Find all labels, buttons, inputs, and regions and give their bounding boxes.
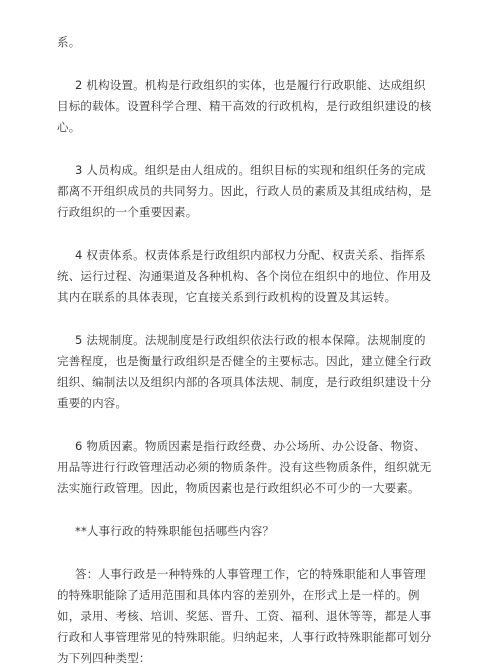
paragraph-regulations: 5 法规制度。法规制度是行政组织依法行政的根本保障。法规制度的完善程度，也是衡量行政组织是否健全的主要标志。因此，建立健全行政组织、编制法以及组织内部的各项具体法规、制度，是行政组织建设十分重要的内容。 xyxy=(57,333,432,410)
paragraph-gap xyxy=(57,414,436,436)
paragraph-gap xyxy=(57,223,436,245)
answer-paragraph: 答：人事行政是一种特殊的人事管理工作，它的特殊职能和人事管理的特殊职能除了适用范围和具体内容的差别外，在形式上是一样的。例如，录用、考核、培训、奖惩、晋升、工资、福利、退休等等，都是人事行政和人事管理常见的特殊职能。归纳起来，人事行政特殊职能都可划分为下列四种类型： xyxy=(57,567,432,665)
paragraph-gap xyxy=(57,138,436,160)
paragraph-material-factors: 6 物质因素。物质因素是指行政经费、办公场所、办公设备、物资、用品等进行行政管理活动必须的物质条件。没有这些物质条件，组织就无法实施行政管理。因此，物质因素也是行政组织必不可少的一大要素。 xyxy=(57,439,432,495)
paragraph-continuation: 系。 xyxy=(57,35,81,49)
question-heading: **人事行政的特殊职能包括哪些内容？ xyxy=(75,524,275,538)
paragraph-personnel-composition: 3 人员构成。组织是由人组成的。组织目标的实现和组织任务的完成都离不开组织成员的共同努力。因此，行政人员的素质及其组成结构，是行政组织的一个重要因素。 xyxy=(57,163,432,219)
paragraph-gap xyxy=(57,53,436,75)
paragraph-gap xyxy=(57,499,436,521)
paragraph-authority-system: 4 权责体系。权责体系是行政组织内部权力分配、权责关系、指挥系统、运行过程、沟通渠道及各种机构、各个岗位在组织中的地位、作用及其内在联系的具体表现，它直接关系到行政机构的设置及其运转。 xyxy=(57,248,432,304)
paragraph-gap xyxy=(57,308,436,330)
paragraph-gap xyxy=(57,542,436,564)
paragraph-institution-setup: 2 机构设置。机构是行政组织的实体，也是履行行政职能、达成组织目标的载体。设置科学合理、精干高效的行政机构，是行政组织建设的核心。 xyxy=(57,78,432,134)
